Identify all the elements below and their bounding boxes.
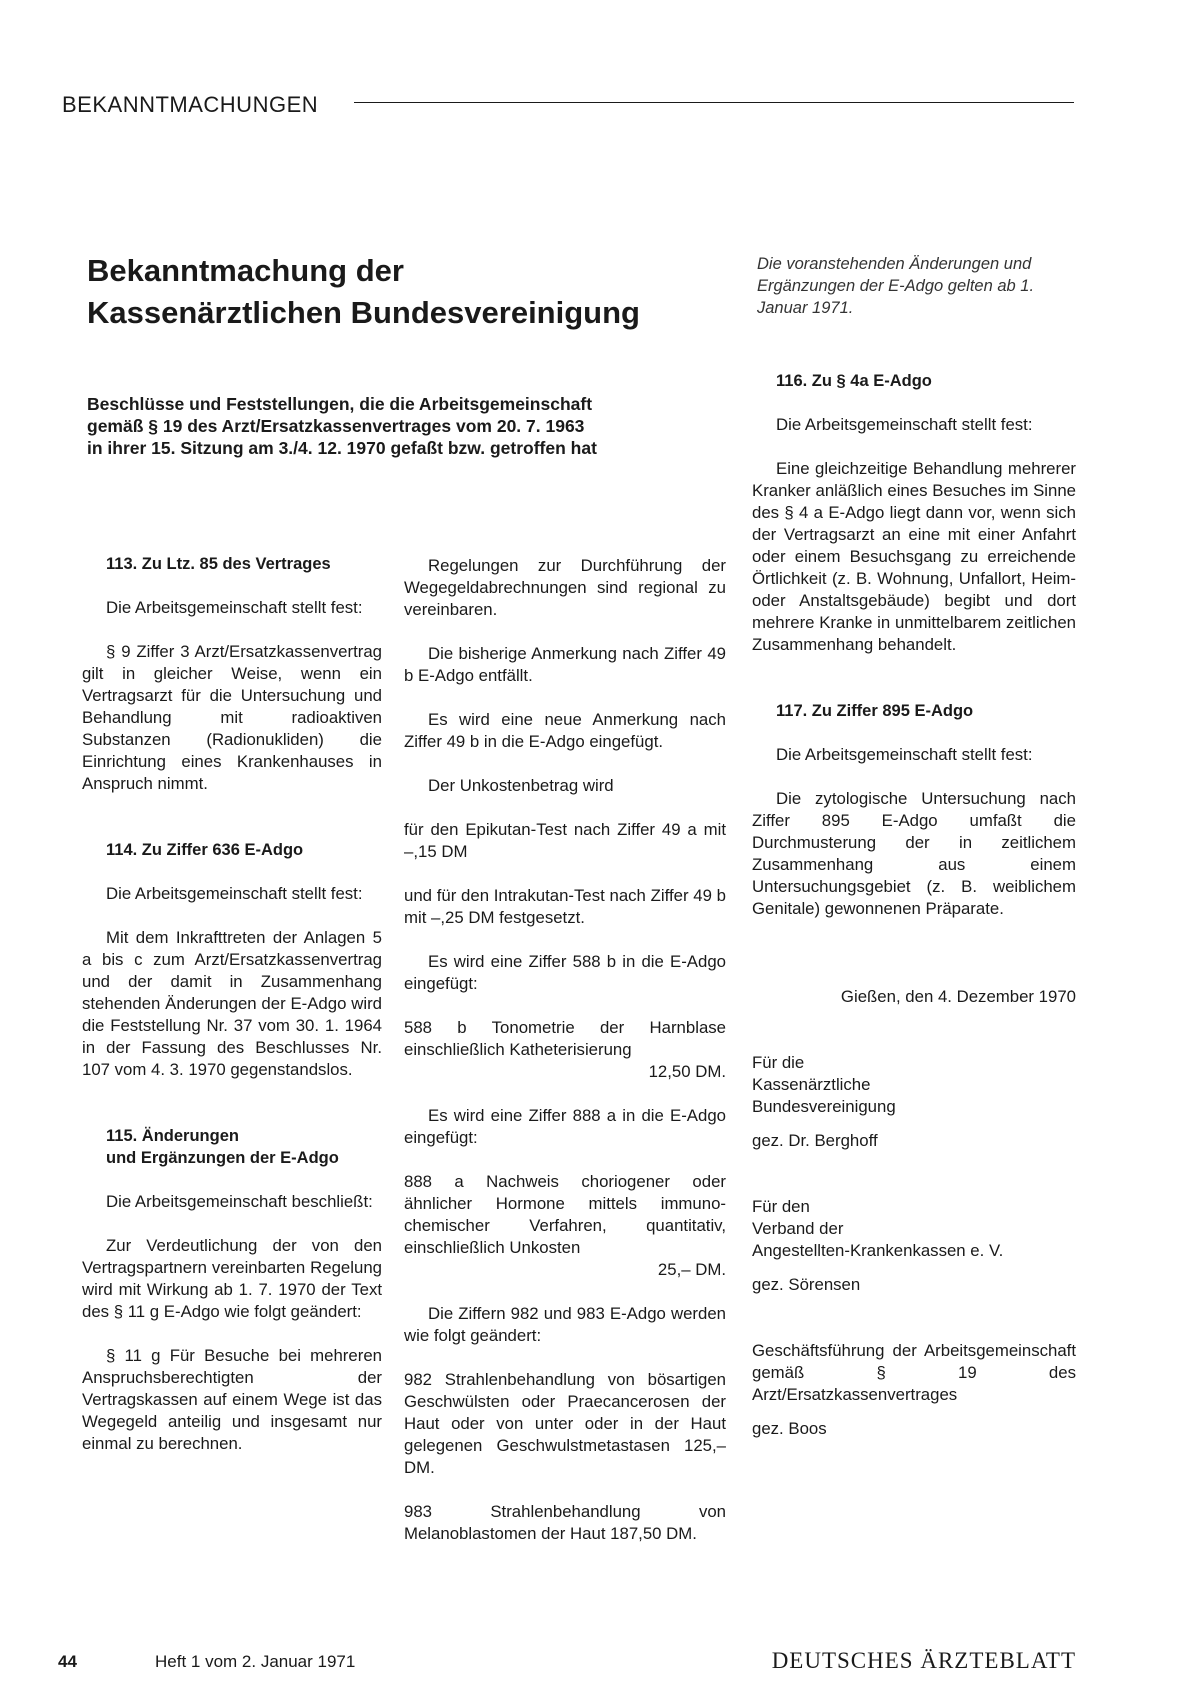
page-number: 44: [58, 1652, 77, 1671]
issue-info: Heft 1 vom 2. Januar 1971: [155, 1652, 356, 1671]
section-115-paragraph: Der Unkostenbetrag wird: [428, 776, 614, 795]
page-footer: [58, 1648, 1076, 1682]
section-113-paragraph: § 9 Ziffer 3 Arzt/Ersatzkassenvertrag gilt in gleicher Weise, wenn ein Vertragsarzt für die Untersuchung und Behandlung mit radioaktiven Substanzen (Radionukliden) die Einrichtung eines Krankenhauses in Anspruch nimmt.: [82, 642, 382, 793]
signatory-vdak-line: Angestellten-Krankenkassen e. V.: [752, 1241, 1004, 1260]
signature-gf: gez. Boos: [752, 1419, 827, 1438]
page-subtitle: [87, 393, 727, 459]
section-116-paragraph: Eine gleichzeitige Behandlung mehrerer Kranker anläßlich eines Besuches im Sinne des § 4 a E-Adgo liegt dann vor, wenn sich der Vertragsarzt an eine mit einer Anfahrt oder einem Besuchsgang zu erreichende Örtlichkeit (z. B. Wohnung, Unfallort, Heim- oder Anstaltsgebäude) begibt und dort mehrere Kranke in unmittelbarem zeitlichen Zusammenhang behandelt.: [752, 459, 1076, 654]
section-117-paragraph: Die Arbeitsgemeinschaft stellt fest:: [776, 745, 1033, 764]
signature-kbv: gez. Dr. Berghoff: [752, 1131, 878, 1150]
section-115-paragraph: Regelungen zur Durchführung der Wegegeldabrechnungen sind regional zu vereinbaren.: [404, 556, 726, 619]
subtitle-line-2: gemäß § 19 des Arzt/Ersatzkassenvertrages vom 20. 7. 1963: [87, 416, 585, 436]
magazine-name: DEUTSCHES ÄRZTEBLATT: [771, 1648, 1076, 1673]
section-115-paragraph: Die bisherige Anmerkung nach Ziffer 49 b E-Adgo entfällt.: [404, 644, 726, 685]
section-114-paragraph: Die Arbeitsgemeinschaft stellt fest:: [106, 884, 363, 903]
subtitle-line-1: Beschlüsse und Feststellungen, die die Arbeitsgemeinschaft: [87, 394, 593, 414]
section-115-paragraph: Es wird eine Ziffer 888 a in die E-Adgo eingefügt:: [404, 1106, 726, 1147]
section-115-paragraph: Zur Verdeutlichung der von den Vertragspartnern vereinbarten Regelung wird mit Wirkung ab 1. 7. 1970 der Text des § 11 g E-Adgo wie folgt geändert:: [82, 1236, 382, 1321]
signature-vdak: gez. Sörensen: [752, 1275, 861, 1294]
column-1: [82, 553, 382, 1455]
section-117-paragraph: Die zytologische Untersuchung nach Ziffer 895 E-Adgo umfaßt die Durchmusterung der in zeitlichem Zusammenhang aus einem Untersuchungsgebiet (z. B. weiblichem Genitale) gewonnenen Präparate.: [752, 789, 1076, 918]
section-115-paragraph: 888 a Nachweis choriogener oder ähnlicher Hormone mittels immuno-chemischer Verfahren, quantitativ, einschließlich Unkosten: [404, 1172, 726, 1257]
signatory-gf: Geschäftsführung der Arbeitsgemeinschaft gemäß § 19 des Arzt/Ersatzkassenvertrages: [752, 1341, 1076, 1404]
section-title: BEKANNTMACHUNGEN: [62, 92, 319, 117]
section-115-paragraph: Die Ziffern 982 und 983 E-Adgo werden wie folgt geändert:: [404, 1304, 726, 1345]
price-588b: 12,50 DM.: [648, 1062, 726, 1081]
page-title-line-1: Bekanntmachung der: [87, 253, 404, 288]
section-115-heading-line-2: und Ergänzungen der E-Adgo: [106, 1149, 339, 1167]
signatory-kbv-line: Kassenärztliche: [752, 1075, 871, 1094]
intro-note: Die voranstehenden Änderungen und Ergänzungen der E-Adgo gelten ab 1. Januar 1971.: [757, 255, 1035, 317]
section-115-paragraph: 588 b Tonometrie der Harnblase einschließlich Katheterisierung: [404, 1018, 726, 1059]
price-888a: 25,– DM.: [657, 1260, 726, 1279]
section-113-heading: 113. Zu Ltz. 85 des Vertrages: [106, 555, 331, 573]
section-115-paragraph: 982 Strahlenbehandlung von bösartigen Geschwülsten oder Praecancerosen der Haut oder von unter oder in der Haut gelegenen Geschwulstmetastasen 125,– DM.: [404, 1370, 726, 1477]
page-title: [87, 250, 727, 334]
page-title-line-2: Kassenärztlichen Bundesvereinigung: [87, 295, 640, 330]
section-115-paragraph: Die Arbeitsgemeinschaft beschließt:: [106, 1192, 373, 1211]
section-117-heading: 117. Zu Ziffer 895 E-Adgo: [776, 702, 974, 720]
section-116-paragraph: Die Arbeitsgemeinschaft stellt fest:: [776, 415, 1033, 434]
section-header: [62, 92, 1074, 122]
section-115-paragraph: § 11 g Für Besuche bei mehreren Anspruchsberechtigten der Vertragskassen auf einem Wege ist das Wegegeld anteilig und insgesamt nur einmal zu berechnen.: [82, 1346, 382, 1453]
signatory-vdak-line: Für den: [752, 1197, 810, 1216]
section-115-paragraph: Es wird eine neue Anmerkung nach Ziffer 49 b in die E-Adgo eingefügt.: [404, 710, 726, 751]
column-2: [404, 555, 726, 1545]
section-115-heading-line-1: 115. Änderungen: [106, 1127, 239, 1145]
section-115-heading: [82, 1125, 382, 1169]
signatory-kbv-line: Bundesvereinigung: [752, 1097, 896, 1116]
subtitle-line-3: in ihrer 15. Sitzung am 3./4. 12. 1970 gefaßt bzw. getroffen hat: [87, 438, 597, 458]
section-113-paragraph: Die Arbeitsgemeinschaft stellt fest:: [106, 598, 363, 617]
section-115-paragraph: für den Epikutan-Test nach Ziffer 49 a mit –,15 DM: [404, 820, 726, 861]
section-115-paragraph: Es wird eine Ziffer 588 b in die E-Adgo eingefügt:: [404, 952, 726, 993]
header-rule: [354, 102, 1074, 103]
section-114-paragraph: Mit dem Inkrafttreten der Anlagen 5 a bis c zum Arzt/Ersatzkassenvertrag und der damit in Zusammenhang stehenden Änderungen der E-Adgo wird die Feststellung Nr. 37 vom 30. 1. 1964 in der Fassung des Beschlusses Nr. 107 vom 4. 3. 1970 gegenstandslos.: [82, 928, 382, 1079]
section-115-paragraph: 983 Strahlenbehandlung von Melanoblastomen der Haut 187,50 DM.: [404, 1502, 726, 1543]
column-3: [752, 370, 1076, 1440]
section-114-heading: 114. Zu Ziffer 636 E-Adgo: [106, 841, 304, 859]
signatory-vdak-line: Verband der: [752, 1219, 844, 1238]
signatory-kbv-line: Für die: [752, 1053, 805, 1072]
place-date: Gießen, den 4. Dezember 1970: [840, 987, 1076, 1006]
section-116-heading: 116. Zu § 4a E-Adgo: [776, 372, 932, 390]
section-115-paragraph: und für den Intrakutan-Test nach Ziffer 49 b mit –,25 DM festgesetzt.: [404, 886, 726, 927]
